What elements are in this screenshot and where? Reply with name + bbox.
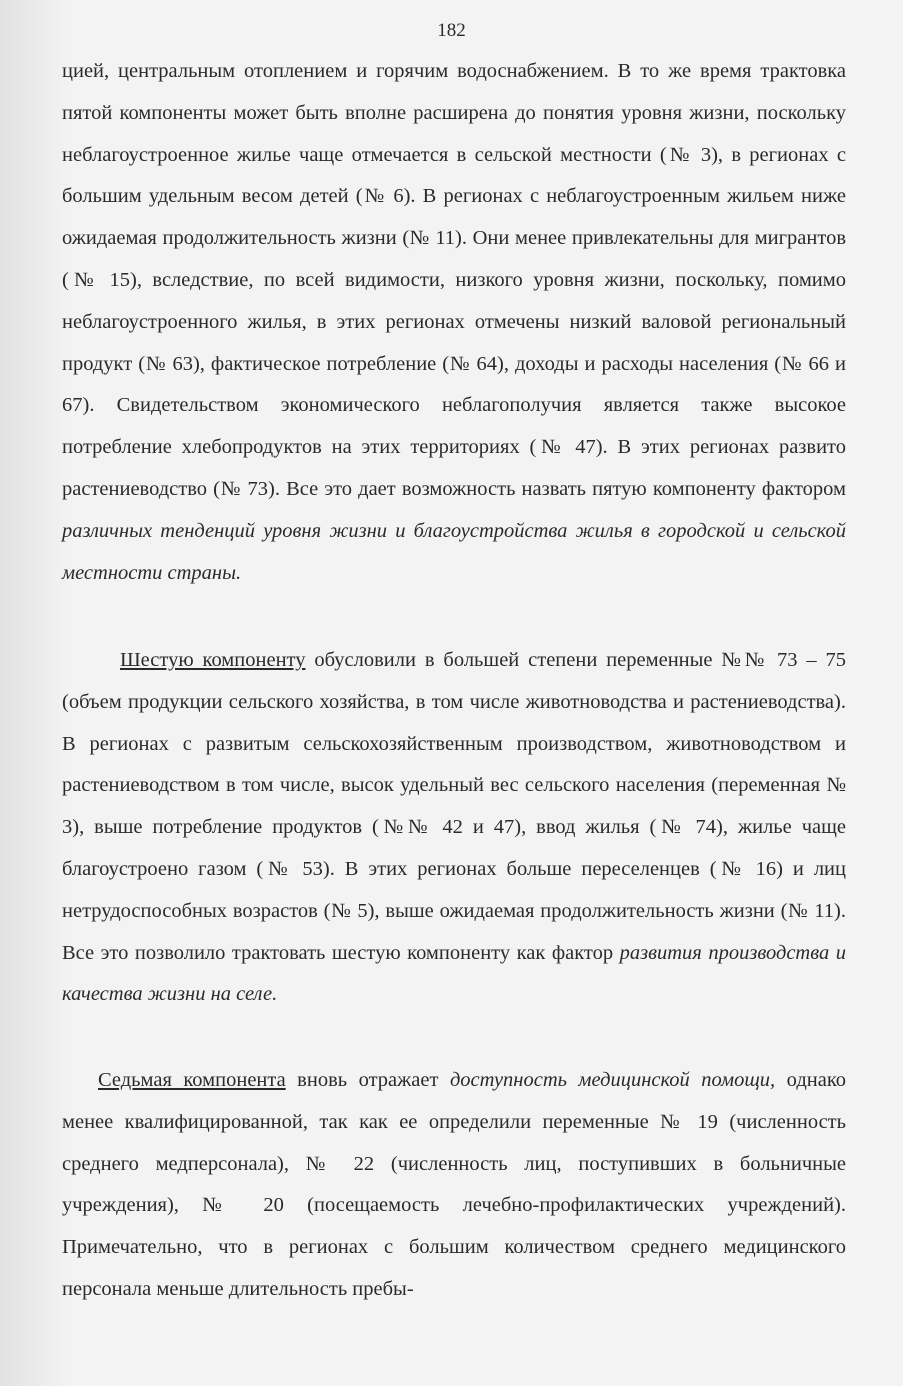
paragraph-seventh-component [62, 1060, 846, 1311]
italic-term: доступность медицинской помощи, [449, 1069, 776, 1091]
italic-term: различных тенденций уровня жизни и благоустройства жилья в городской и сельской местности страны. [62, 519, 846, 584]
underlined-heading: Седьмая компонента [98, 1069, 286, 1091]
paragraph-text: обусловили в большей степени переменные №№ 73 – 75 (объем продукции сельского хозяйства, в том числе животноводства и растениеводства). В регионах с развитым сельскохозяйственным производством, животноводством и растениеводством в том числе, высок удельный вес сельского населения (переменная № 3), выше потребление продуктов (№№ 42 и 47), ввод жилья (№ 74), жилье чаще благоустроено газом (№ 53). В этих регионах больше переселенцев (№ 16) и лиц нетрудоспособных возрастов (№ 5), выше ожидаемая продолжительность жизни (№ 11). Все это позволило трактовать шестую компоненту как фактор [62, 649, 846, 964]
italic-term: развития производства и качества жизни на селе. [62, 941, 846, 1006]
paragraph-fifth-component [62, 51, 846, 594]
paragraph-text: цией, центральным отоплением и горячим водоснабжением. В то же время трактовка пятой компоненты может быть вполне расширена до понятия уровня жизни, поскольку неблагоустроенное жилье чаще отмечается в сельской местности (№ 3), в регионах с большим удельным весом детей (№ 6). В регионах с неблагоустроенным жильем ниже ожидаемая продолжительность жизни (№ 11). Они менее привлекательны для мигрантов (№ 15), вследствие, по всей видимости, низкого уровня жизни, поскольку, помимо неблагоустроенного жилья, в этих регионах отмечены низкий валовой региональный продукт (№ 63), фактическое потребление (№ 64), доходы и расходы населения (№ 66 и 67). Свидетельством экономического неблагополучия является также высокое потребление хлебопродуктов на этих территориях (№ 47). В этих регионах развито растениеводство (№ 73). Все это дает возможность назвать пятую компоненту фактором [62, 60, 846, 500]
page-number: 182 [437, 20, 466, 41]
paragraph-text: вновь отражает [285, 1069, 450, 1091]
scan-edge-shadow [0, 0, 70, 1386]
paragraph-sixth-component [62, 640, 846, 1016]
paragraph-text: однако менее квалифицированной, так как ее определили переменные № 19 (численность среднего медперсонала), № 22 (численность лиц, поступивших в больничные учреждения), № 20 (посещаемость лечебно-профилактических учреждений). Примечательно, что в регионах с большим количеством среднего медицинского персонала меньше длительность пребы- [62, 1069, 846, 1300]
underlined-heading: Шестую компоненту [120, 649, 306, 671]
